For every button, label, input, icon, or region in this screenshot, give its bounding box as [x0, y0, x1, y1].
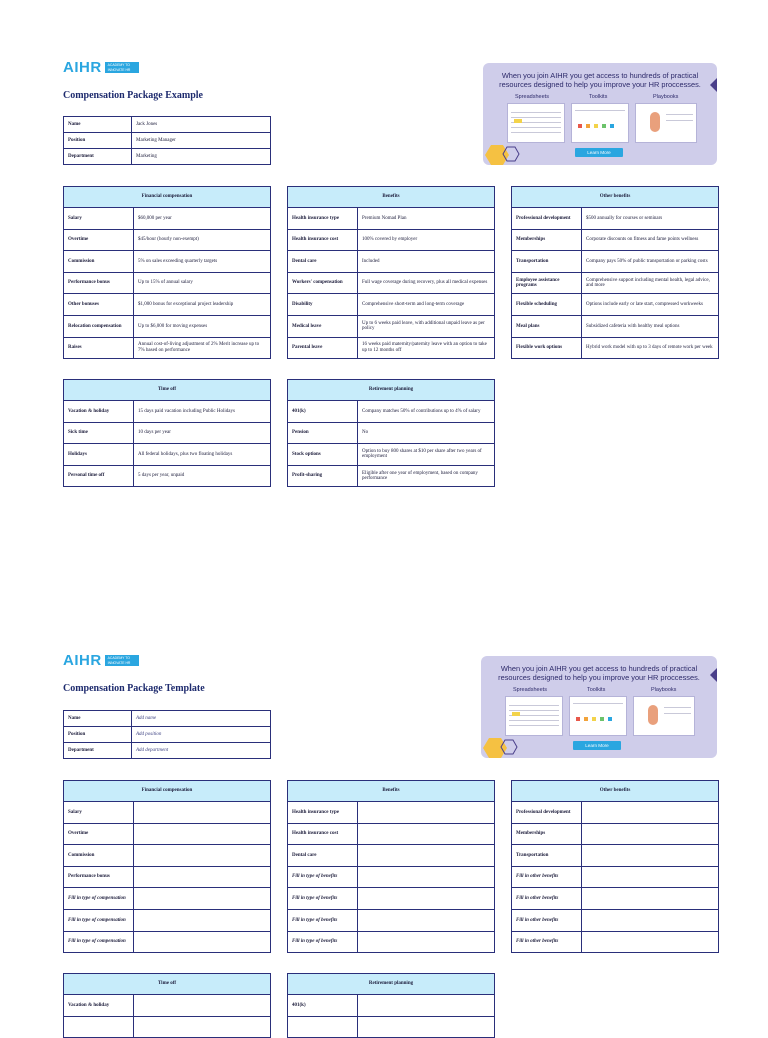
table-row [64, 1016, 271, 1038]
row-label: Vacation & holiday [64, 401, 134, 423]
table-row [64, 401, 271, 423]
row-value: Up to $6,000 for moving expenses [134, 315, 271, 337]
row-value-field[interactable] [582, 931, 719, 953]
row-label: Personal time off [64, 465, 134, 487]
table-row [288, 422, 495, 444]
retirement-planning-table [287, 379, 495, 487]
info-label: Name [64, 711, 132, 727]
row-value: Company matches 50% of contributions up to 4% of salary [358, 401, 495, 423]
hexagon-decoration-icon [481, 734, 529, 758]
banner-col-playbooks: Playbooks [653, 94, 679, 100]
benefits-table [287, 780, 495, 953]
info-label: Department [64, 149, 132, 165]
row-label [64, 1016, 134, 1038]
row-label: Salary [64, 208, 134, 230]
row-label: Performance bonus [64, 866, 134, 888]
row-label: 401(k) [288, 995, 358, 1017]
table-row [288, 866, 495, 888]
row-label: Commission [64, 251, 134, 273]
row-value: Annual cost-of-living adjustment of 2% Merit increase up to 7% based on performance [134, 337, 271, 359]
aihr-banner[interactable] [483, 63, 717, 165]
table-row [64, 444, 271, 466]
table-row [288, 888, 495, 910]
table-row [288, 465, 495, 487]
row-value: $1,000 bonus for exceptional project leadership [134, 294, 271, 316]
table-row [64, 465, 271, 487]
aihr-banner[interactable] [481, 656, 717, 758]
financial-compensation-table [63, 186, 271, 359]
spreadsheet-thumbnail [505, 696, 563, 736]
info-value-field[interactable]: Add name [132, 711, 271, 727]
table-row [64, 823, 271, 845]
table-row [64, 909, 271, 931]
info-table [63, 116, 271, 165]
row-value-field[interactable] [358, 1016, 495, 1038]
table-row [512, 866, 719, 888]
table-row [64, 845, 271, 867]
row-value-field[interactable] [582, 802, 719, 824]
row-label: Holidays [64, 444, 134, 466]
row-label: Overtime [64, 229, 134, 251]
table-row [288, 208, 495, 230]
row-label: Fill in type of compensation [64, 931, 134, 953]
table-row [64, 272, 271, 294]
info-label: Position [64, 727, 132, 743]
table-row [288, 444, 495, 466]
table-row [288, 931, 495, 953]
info-value-field[interactable]: Add department [132, 743, 271, 759]
row-value: Up to 15% of annual salary [134, 272, 271, 294]
table-header: Financial compensation [64, 781, 271, 802]
table-header: Time off [64, 974, 271, 995]
learn-more-button[interactable]: Learn More [575, 148, 623, 157]
row-value-field[interactable] [134, 845, 271, 867]
row-label: Health insurance cost [288, 229, 358, 251]
table-header: Retirement planning [288, 380, 495, 401]
table-row [288, 823, 495, 845]
row-label: Fill in other benefits [512, 866, 582, 888]
table-row [512, 208, 719, 230]
banner-col-toolkits: Toolkits [589, 94, 608, 100]
row-value: 5 days per year, unpaid [134, 465, 271, 487]
row-value: All federal holidays, plus two floating holidays [134, 444, 271, 466]
playbook-thumbnail [635, 103, 697, 143]
row-label: Performance bonus [64, 272, 134, 294]
row-value-field[interactable] [358, 931, 495, 953]
row-label: Professional development [512, 208, 582, 230]
table-row [288, 995, 495, 1017]
banner-arrow-icon [710, 78, 717, 92]
info-value: Marketing [132, 149, 271, 165]
time-off-table [63, 973, 271, 1038]
banner-headline: When you join AIHR you get access to hundreds of practical resources designed to help you improve your HR proccesses. [499, 71, 701, 89]
table-row [64, 866, 271, 888]
row-label: Dental care [288, 845, 358, 867]
table-row [512, 802, 719, 824]
table-row [512, 294, 719, 316]
row-label: Flexible work options [512, 337, 582, 359]
table-row [288, 315, 495, 337]
row-label: Vacation & holiday [64, 995, 134, 1017]
table-row [288, 845, 495, 867]
row-value: Eligible after one year of employment, based on company performance [358, 465, 495, 487]
table-row [288, 272, 495, 294]
row-value: 5% on sales exceeding quarterly targets [134, 251, 271, 273]
row-value-field[interactable] [582, 888, 719, 910]
table-row [512, 337, 719, 359]
table-row [64, 995, 271, 1017]
row-value: Included [358, 251, 495, 273]
table-row [288, 909, 495, 931]
row-label: Fill in other benefits [512, 909, 582, 931]
toolkit-thumbnail [569, 696, 627, 736]
table-row [64, 931, 271, 953]
table-row [64, 294, 271, 316]
table-header: Financial compensation [64, 187, 271, 208]
row-label: Fill in other benefits [512, 888, 582, 910]
table-row [64, 422, 271, 444]
info-value-field[interactable]: Add position [132, 727, 271, 743]
table-row [64, 802, 271, 824]
table-row [64, 251, 271, 273]
row-value: $500 annually for courses or seminars [582, 208, 719, 230]
row-label: Memberships [512, 229, 582, 251]
table-row [64, 315, 271, 337]
row-label: Health insurance type [288, 208, 358, 230]
financial-compensation-table [63, 780, 271, 953]
table-row [64, 337, 271, 359]
playbook-thumbnail [633, 696, 695, 736]
row-value: Corporate discounts on fitness and fame points wellness [582, 229, 719, 251]
row-value: Up to 6 weeks paid leave, with additional unpaid leave as per policy [358, 315, 495, 337]
row-value-field[interactable] [358, 845, 495, 867]
other-benefits-table [511, 186, 719, 359]
info-label: Department [64, 743, 132, 759]
page-title: Compensation Package Template [63, 683, 205, 694]
row-value-field[interactable] [582, 866, 719, 888]
row-value: Comprehensive support including mental health, legal advice, and more [582, 272, 719, 294]
page-title: Compensation Package Example [63, 90, 203, 101]
row-label: Transportation [512, 845, 582, 867]
table-header: Other benefits [512, 781, 719, 802]
row-value: Options include early or late start, compressed workweeks [582, 294, 719, 316]
row-value-field[interactable] [358, 909, 495, 931]
table-row [512, 251, 719, 273]
table-header: Benefits [288, 187, 495, 208]
table-row [64, 208, 271, 230]
row-value-field[interactable] [134, 802, 271, 824]
row-label: Health insurance cost [288, 823, 358, 845]
row-value-field[interactable] [358, 888, 495, 910]
table-row [512, 272, 719, 294]
row-value: Subsidized cafeteria with healthy meal options [582, 315, 719, 337]
row-value-field[interactable] [358, 866, 495, 888]
learn-more-button[interactable]: Learn More [573, 741, 621, 750]
banner-headline: When you join AIHR you get access to hundreds of practical resources designed to help you improve your HR proccesses. [498, 664, 700, 682]
row-value: Comprehensive short-term and long-term coverage [358, 294, 495, 316]
row-value-field[interactable] [134, 909, 271, 931]
table-row [288, 294, 495, 316]
row-value-field[interactable] [582, 909, 719, 931]
row-value: 15 days paid vacation including Public Holidays [134, 401, 271, 423]
row-label: Workers' compensation [288, 272, 358, 294]
row-value-field[interactable] [582, 823, 719, 845]
row-value: $45/hour (hourly non-exempt) [134, 229, 271, 251]
row-value-field[interactable] [134, 1016, 271, 1038]
row-value-field[interactable] [358, 802, 495, 824]
row-label: Overtime [64, 823, 134, 845]
table-header: Time off [64, 380, 271, 401]
banner-arrow-icon [710, 668, 717, 682]
row-label: Meal plans [512, 315, 582, 337]
row-label: Pension [288, 422, 358, 444]
time-off-table [63, 379, 271, 487]
row-value: Company pays 50% of public transportation or parking costs [582, 251, 719, 273]
row-label: Medical leave [288, 315, 358, 337]
row-label: Commission [64, 845, 134, 867]
row-value: 10 days per year [134, 422, 271, 444]
row-value: No [358, 422, 495, 444]
table-row [288, 251, 495, 273]
table-row [64, 229, 271, 251]
row-value: 100% covered by employer [358, 229, 495, 251]
row-label: Sick time [64, 422, 134, 444]
row-value: $60,000 per year [134, 208, 271, 230]
banner-col-spreadsheets: Spreadsheets [513, 687, 547, 693]
row-value-field[interactable] [134, 995, 271, 1017]
row-value-field[interactable] [358, 823, 495, 845]
table-row [512, 909, 719, 931]
row-label: Health insurance type [288, 802, 358, 824]
row-label: Fill in type of benefits [288, 931, 358, 953]
row-value: Hybrid work model with up to 3 days of remote work per week [582, 337, 719, 359]
benefits-table [287, 186, 495, 359]
table-row [288, 229, 495, 251]
row-value-field[interactable] [134, 931, 271, 953]
table-row [512, 823, 719, 845]
row-label: Stock options [288, 444, 358, 466]
table-row [512, 845, 719, 867]
row-label: Professional development [512, 802, 582, 824]
row-value-field[interactable] [358, 995, 495, 1017]
aihr-logo [63, 59, 139, 76]
row-value: 16 weeks paid maternity/paternity leave with an option to take up to 12 months off [358, 337, 495, 359]
row-label: Fill in other benefits [512, 931, 582, 953]
row-label: Raises [64, 337, 134, 359]
banner-col-spreadsheets: Spreadsheets [515, 94, 549, 100]
table-row [64, 888, 271, 910]
row-label: Other bonuses [64, 294, 134, 316]
row-label: Fill in type of compensation [64, 909, 134, 931]
logo-mark: AIHR [63, 59, 102, 76]
row-label: Fill in type of benefits [288, 866, 358, 888]
info-table [63, 710, 271, 759]
row-label: Relocation compensation [64, 315, 134, 337]
row-value: Option to buy 800 shares at $10 per share after two years of employment [358, 444, 495, 466]
table-row [512, 888, 719, 910]
row-value-field[interactable] [134, 866, 271, 888]
row-value: Premium Nomad Plan [358, 208, 495, 230]
retirement-planning-table [287, 973, 495, 1038]
table-row [512, 229, 719, 251]
row-label: Disability [288, 294, 358, 316]
row-label: Dental care [288, 251, 358, 273]
row-label: Profit-sharing [288, 465, 358, 487]
table-header: Retirement planning [288, 974, 495, 995]
toolkit-thumbnail [571, 103, 629, 143]
row-label: Flexible scheduling [512, 294, 582, 316]
table-row [288, 802, 495, 824]
spreadsheet-thumbnail [507, 103, 565, 143]
row-label: 401(k) [288, 401, 358, 423]
table-row [288, 337, 495, 359]
info-label: Position [64, 133, 132, 149]
info-label: Name [64, 117, 132, 133]
row-value-field[interactable] [134, 823, 271, 845]
other-benefits-table [511, 780, 719, 953]
logo-tagline: ACADEMY TO INNOVATE HR [105, 655, 139, 666]
hexagon-decoration-icon [483, 141, 531, 165]
banner-col-playbooks: Playbooks [651, 687, 677, 693]
table-row [288, 1016, 495, 1038]
logo-mark: AIHR [63, 652, 102, 669]
row-value-field[interactable] [134, 888, 271, 910]
row-label: Memberships [512, 823, 582, 845]
row-label: Fill in type of benefits [288, 909, 358, 931]
row-label: Transportation [512, 251, 582, 273]
row-label: Fill in type of benefits [288, 888, 358, 910]
table-header: Other benefits [512, 187, 719, 208]
logo-tagline: ACADEMY TO INNOVATE HR [105, 62, 139, 73]
table-row [288, 401, 495, 423]
banner-col-toolkits: Toolkits [587, 687, 606, 693]
row-label: Salary [64, 802, 134, 824]
aihr-logo [63, 652, 139, 669]
row-value: Full wage coverage during recovery, plus all medical expenses [358, 272, 495, 294]
table-row [512, 315, 719, 337]
row-value-field[interactable] [582, 845, 719, 867]
info-value: Marketing Manager [132, 133, 271, 149]
table-row [512, 931, 719, 953]
row-label: Employee assistance programs [512, 272, 582, 294]
row-label: Fill in type of compensation [64, 888, 134, 910]
row-label [288, 1016, 358, 1038]
row-label: Parental leave [288, 337, 358, 359]
table-header: Benefits [288, 781, 495, 802]
info-value: Jack Jones [132, 117, 271, 133]
